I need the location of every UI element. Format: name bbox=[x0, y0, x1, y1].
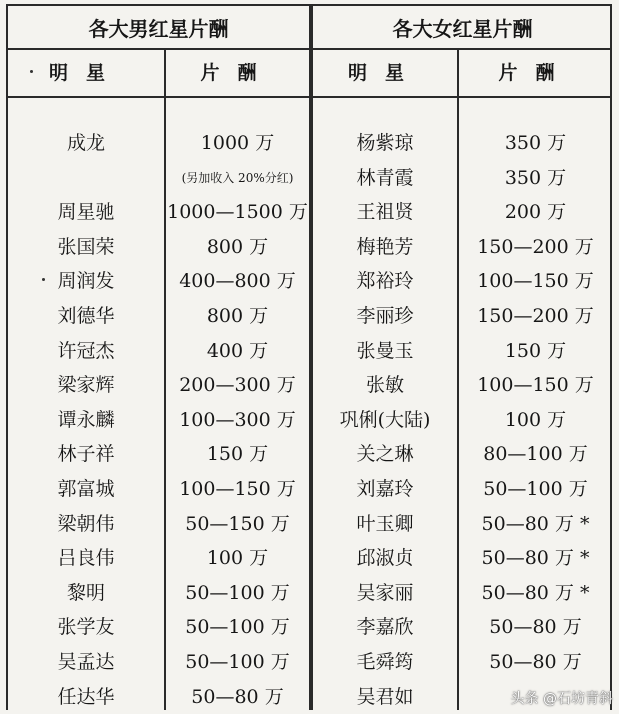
female-star-fee: 50—80 万 bbox=[489, 616, 582, 639]
female-star-name: 关之琳 bbox=[356, 443, 414, 466]
female-star-fee: 50—80 万 * bbox=[481, 512, 590, 535]
female-star-fee: 80—100 万 bbox=[483, 443, 588, 466]
male-col-fee: 片酬 bbox=[200, 62, 275, 84]
male-star-fee: 400—800 万 bbox=[179, 270, 296, 293]
speck bbox=[42, 278, 45, 281]
female-star-name: 叶玉卿 bbox=[356, 512, 414, 535]
female-star-name: 张敏 bbox=[365, 374, 404, 397]
female-star-name: 刘嘉玲 bbox=[356, 478, 414, 500]
female-star-name: 张曼玉 bbox=[356, 339, 414, 362]
male-star-fee: 100—150 万 bbox=[179, 478, 296, 500]
rule-title bbox=[8, 48, 610, 50]
male-star-name: 谭永麟 bbox=[57, 408, 115, 431]
male-star-name: 周星驰 bbox=[57, 201, 115, 224]
male-star-fee: 100—300 万 bbox=[179, 408, 296, 431]
male-star-name: 张国荣 bbox=[57, 235, 115, 258]
male-star-name: 许冠杰 bbox=[57, 339, 115, 362]
female-star-name: 杨紫琼 bbox=[356, 132, 414, 154]
female-star-name: 巩俐(大陆) bbox=[339, 408, 431, 431]
male-star-fee: 100 万 bbox=[206, 547, 269, 570]
female-star-name: 郑裕玲 bbox=[356, 270, 414, 293]
female-star-name: 吴君如 bbox=[356, 685, 414, 708]
male-star-name: 梁家辉 bbox=[57, 374, 115, 397]
male-star-fee: 50—100 万 bbox=[185, 581, 290, 604]
male-star-fee: 150 万 bbox=[206, 443, 269, 466]
male-star-fee: 50—100 万 bbox=[185, 651, 290, 673]
rule-header bbox=[8, 96, 610, 98]
male-star-name bbox=[8, 161, 164, 195]
female-star-fee: 50—80 万 * bbox=[481, 547, 590, 570]
male-star-fee: (另加收入 20%分红) bbox=[181, 170, 294, 185]
female-star-name: 梅艳芳 bbox=[356, 235, 414, 258]
female-star-name: 毛舜筠 bbox=[356, 651, 414, 673]
female-star-name: 邱淑贞 bbox=[356, 547, 414, 570]
female-star-fee: 50—100 万 bbox=[483, 478, 588, 500]
female-star-fee: 200 万 bbox=[504, 201, 567, 224]
female-col-star: 明星 bbox=[347, 62, 422, 84]
male-star-name: 成龙 bbox=[66, 132, 105, 154]
speck bbox=[30, 70, 33, 73]
female-col-fee: 片酬 bbox=[498, 62, 573, 84]
male-star-name: 吴孟达 bbox=[57, 651, 115, 673]
female-star-fee: 350 万 bbox=[504, 132, 567, 154]
female-star-name: 李丽珍 bbox=[356, 305, 414, 327]
male-star-fee: 1000—1500 万 bbox=[167, 201, 308, 224]
female-star-name: 王祖贤 bbox=[356, 201, 414, 224]
male-star-fee: 50—80 万 bbox=[191, 685, 284, 708]
male-star-fee: 800 万 bbox=[206, 305, 269, 327]
female-star-fee: 100—150 万 bbox=[477, 374, 594, 397]
female-star-fee: 150—200 万 bbox=[477, 235, 594, 258]
male-star-name: 林子祥 bbox=[57, 443, 115, 466]
watermark: 头条 @石坊青斜 bbox=[510, 691, 613, 707]
fee-table bbox=[6, 4, 612, 710]
female-star-fee: 100 万 bbox=[504, 408, 567, 431]
female-star-fee: 50—80 万 bbox=[489, 651, 582, 673]
male-star-fee: 400 万 bbox=[206, 339, 269, 362]
male-star-fee: 800 万 bbox=[206, 235, 269, 258]
male-col-star: 明星 bbox=[48, 62, 123, 84]
male-star-name: 张学友 bbox=[57, 616, 115, 639]
male-star-fee: 50—150 万 bbox=[185, 512, 290, 535]
male-star-name: 郭富城 bbox=[57, 478, 115, 500]
female-star-name: 吴家丽 bbox=[356, 581, 414, 604]
male-table-title: 各大男红星片酬 bbox=[88, 17, 229, 41]
female-star-name: 李嘉欣 bbox=[356, 616, 414, 639]
male-star-name: 梁朝伟 bbox=[57, 512, 115, 535]
female-table-title: 各大女红星片酬 bbox=[392, 17, 533, 41]
female-star-fee: 150—200 万 bbox=[477, 305, 594, 327]
female-star-fee: 150 万 bbox=[504, 339, 567, 362]
male-star-fee: 1000 万 bbox=[200, 132, 275, 154]
female-star-name: 林青霞 bbox=[356, 166, 414, 189]
female-star-fee: 50—80 万 * bbox=[481, 581, 590, 604]
male-star-name: 刘德华 bbox=[57, 305, 115, 327]
female-star-fee: 100—150 万 bbox=[477, 270, 594, 293]
male-star-name: 任达华 bbox=[57, 685, 115, 708]
male-star-name: 吕良伟 bbox=[57, 547, 115, 570]
female-star-fee: 350 万 bbox=[504, 166, 567, 189]
male-star-name: 黎明 bbox=[66, 581, 105, 604]
male-star-name: 周润发 bbox=[57, 270, 115, 293]
male-star-fee: 50—100 万 bbox=[185, 616, 290, 639]
male-star-fee: 200—300 万 bbox=[179, 374, 296, 397]
